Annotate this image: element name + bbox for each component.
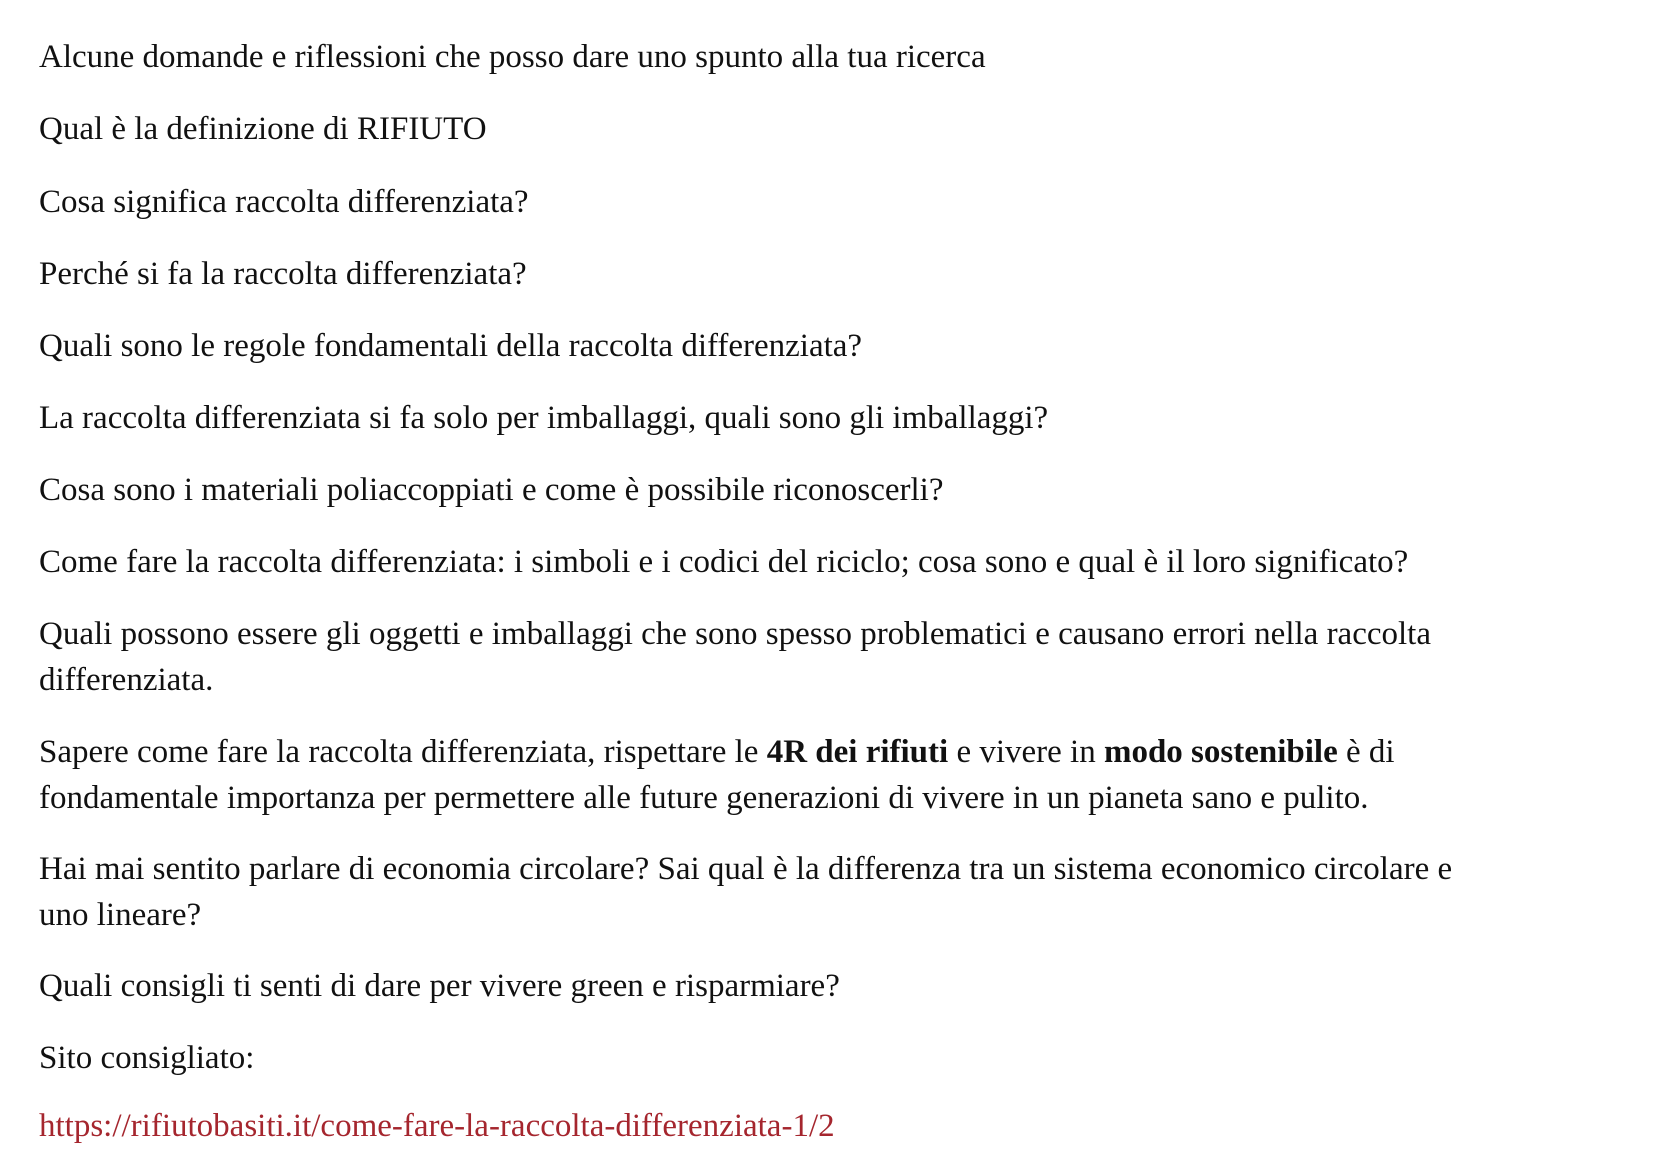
sustainability-text-1: Sapere come fare la raccolta differenziata, rispettare le — [39, 734, 767, 770]
bold-modo-sostenibile: modo sostenibile — [1103, 734, 1338, 770]
question-symbols-codes: Come fare la raccolta differenziata: i simboli e i codici del riciclo; cosa sono e qual è il loro significato? — [39, 544, 1409, 580]
question-circular-economy — [39, 846, 1452, 938]
recommended-site-label: Sito consigliato: — [39, 1040, 255, 1076]
question-circular-economy-line2: uno lineare? — [39, 897, 202, 933]
bold-4r-rifiuti: 4R dei rifiuti — [766, 734, 949, 770]
recommended-site-link[interactable]: https://rifiutobasiti.it/come-fare-la-raccolta-differenziata-1/2 — [39, 1108, 835, 1144]
sustainability-text-3: è di — [1337, 734, 1395, 770]
question-meaning: Cosa significa raccolta differenziata? — [39, 184, 529, 220]
sustainability-line1 — [39, 729, 1395, 775]
question-rifiuto-definition: Qual è la definizione di RIFIUTO — [39, 111, 487, 147]
sustainability-paragraph — [39, 729, 1395, 821]
intro-paragraph: Alcune domande e riflessioni che posso dare uno spunto alla tua ricerca — [39, 39, 986, 75]
question-problematic-objects-line1: Quali possono essere gli oggetti e imballaggi che sono spesso problematici e causano errori nella raccolta — [39, 616, 1431, 652]
question-circular-economy-line1: Hai mai sentito parlare di economia circolare? Sai qual è la differenza tra un sistema economico circolare e — [39, 851, 1453, 887]
question-problematic-objects-line2: differenziata. — [39, 662, 214, 698]
sustainability-line2: fondamentale importanza per permettere alle future generazioni di vivere in un pianeta sano e pulito. — [39, 780, 1369, 816]
question-problematic-objects — [39, 611, 1431, 703]
sustainability-text-2: e vivere in — [948, 734, 1104, 770]
question-green-tips: Quali consigli ti senti di dare per vivere green e risparmiare? — [39, 968, 840, 1004]
question-packaging: La raccolta differenziata si fa solo per imballaggi, quali sono gli imballaggi? — [39, 400, 1049, 436]
question-why: Perché si fa la raccolta differenziata? — [39, 256, 527, 292]
question-rules: Quali sono le regole fondamentali della raccolta differenziata? — [39, 328, 863, 364]
question-poliaccoppiati: Cosa sono i materiali poliaccoppiati e come è possibile riconoscerli? — [39, 472, 944, 508]
